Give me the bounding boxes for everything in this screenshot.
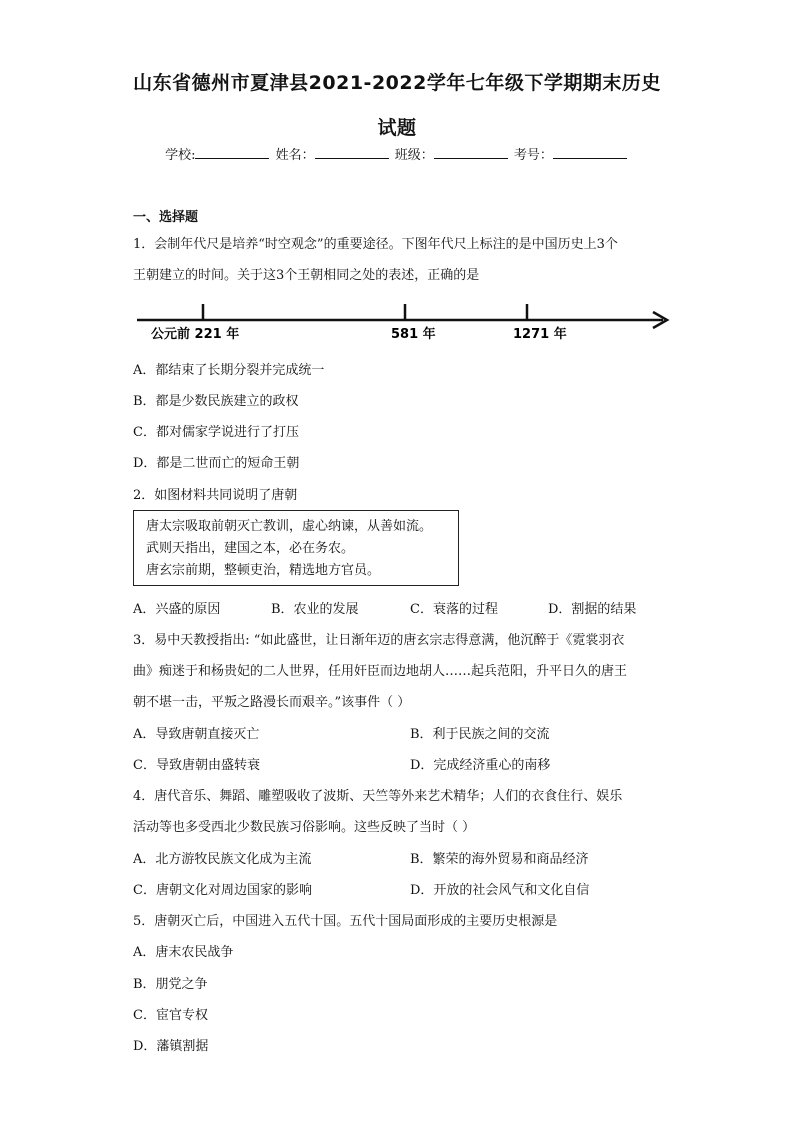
q2-option-a[interactable]: A．兴盛的原因 <box>133 602 221 617</box>
name-label: 姓名： <box>275 148 315 163</box>
q1-stem-line2: 王朝建立的时间。关于这3个王朝相同之处的表述，正确的是 <box>133 268 480 283</box>
number-blank <box>553 146 627 159</box>
class-blank <box>434 146 508 159</box>
q5-stem: 5．唐朝灭亡后，中国进入五代十国。五代十国局面形成的主要历史根源是 <box>133 914 558 929</box>
q4-option-a[interactable]: A．北方游牧民族文化成为主流 <box>133 852 312 867</box>
q1-option-b[interactable]: B．都是少数民族建立的政权 <box>133 394 299 409</box>
q2-option-d[interactable]: D．割据的结果 <box>548 602 637 617</box>
q2-material-box <box>133 510 459 586</box>
q4-option-b[interactable]: B．繁荣的海外贸易和商品经济 <box>410 852 589 867</box>
page-title-line2: 试题 <box>377 117 417 139</box>
q2-stem: 2．如图材料共同说明了唐朝 <box>133 488 298 503</box>
timeline-label-2: 581 年 <box>391 327 436 342</box>
q3-option-a[interactable]: A．导致唐朝直接灭亡 <box>133 727 260 742</box>
timeline-label-3: 1271 年 <box>513 327 567 342</box>
q3-stem-line2: 曲》痴迷于和杨贵妃的二人世界，任用奸臣而边地胡人……起兵范阳，升平日久的唐王 <box>133 664 628 679</box>
class-label: 班级： <box>394 148 434 163</box>
q3-stem-line3: 朝不堪一击，平叛之路漫长而艰辛。”该事件（ ） <box>133 695 411 710</box>
q5-option-c[interactable]: C．宦官专权 <box>133 1008 208 1023</box>
q4-stem-line1: 4．唐代音乐、舞蹈、雕塑吸收了波斯、天竺等外来艺术精华；人们的衣食住行、娱乐 <box>133 789 623 804</box>
student-info-row <box>0 144 794 163</box>
q1-option-d[interactable]: D．都是二世而亡的短命王朝 <box>133 456 300 471</box>
q5-option-d[interactable]: D．藩镇割据 <box>133 1039 209 1054</box>
school-blank <box>195 146 269 159</box>
name-blank <box>315 146 389 159</box>
q1-stem-line1: 1．会制年代尺是培养“时空观念”的重要途径。下图年代尺上标注的是中国历史上3个 <box>133 237 618 252</box>
timeline-diagram <box>133 296 673 344</box>
q3-option-b[interactable]: B．利于民族之间的交流 <box>410 727 550 742</box>
q2-material-line2: 武则天指出，建国之本，必在务农。 <box>146 541 355 556</box>
q3-option-c[interactable]: C．导致唐朝由盛转衰 <box>133 758 260 773</box>
q3-option-d[interactable]: D．完成经济重心的南移 <box>410 758 551 773</box>
q5-option-a[interactable]: A．唐末农民战争 <box>133 945 234 960</box>
timeline-label-1: 公元前 221 年 <box>151 327 240 342</box>
q3-stem-line1: 3．易中天教授指出: “如此盛世，让日渐年迈的唐玄宗志得意满，他沉醉于《霓裳羽衣 <box>133 633 625 648</box>
q1-option-a[interactable]: A．都结束了长期分裂并完成统一 <box>133 363 325 378</box>
section-title: 一、选择题 <box>133 210 199 225</box>
q4-stem-line2: 活动等也多受西北少数民族习俗影响。这些反映了当时（ ） <box>133 820 476 835</box>
q5-option-b[interactable]: B．朋党之争 <box>133 977 208 992</box>
q4-option-d[interactable]: D．开放的社会风气和文化自信 <box>410 883 590 898</box>
q1-option-c[interactable]: C．都对儒家学说进行了打压 <box>133 425 299 440</box>
q2-option-b[interactable]: B．农业的发展 <box>271 602 359 617</box>
q2-option-c[interactable]: C．衰落的过程 <box>410 602 498 617</box>
number-label: 考号： <box>513 148 553 163</box>
q2-material-line3: 唐玄宗前期，整顿吏治，精选地方官员。 <box>146 563 381 578</box>
q4-option-c[interactable]: C．唐朝文化对周边国家的影响 <box>133 883 312 898</box>
page-title-line1: 山东省德州市夏津县2021-2022学年七年级下学期期末历史 <box>133 72 661 94</box>
q2-material-line1: 唐太宗吸取前朝灭亡教训，虚心纳谏，从善如流。 <box>146 519 433 534</box>
school-label: 学校: <box>165 148 196 163</box>
